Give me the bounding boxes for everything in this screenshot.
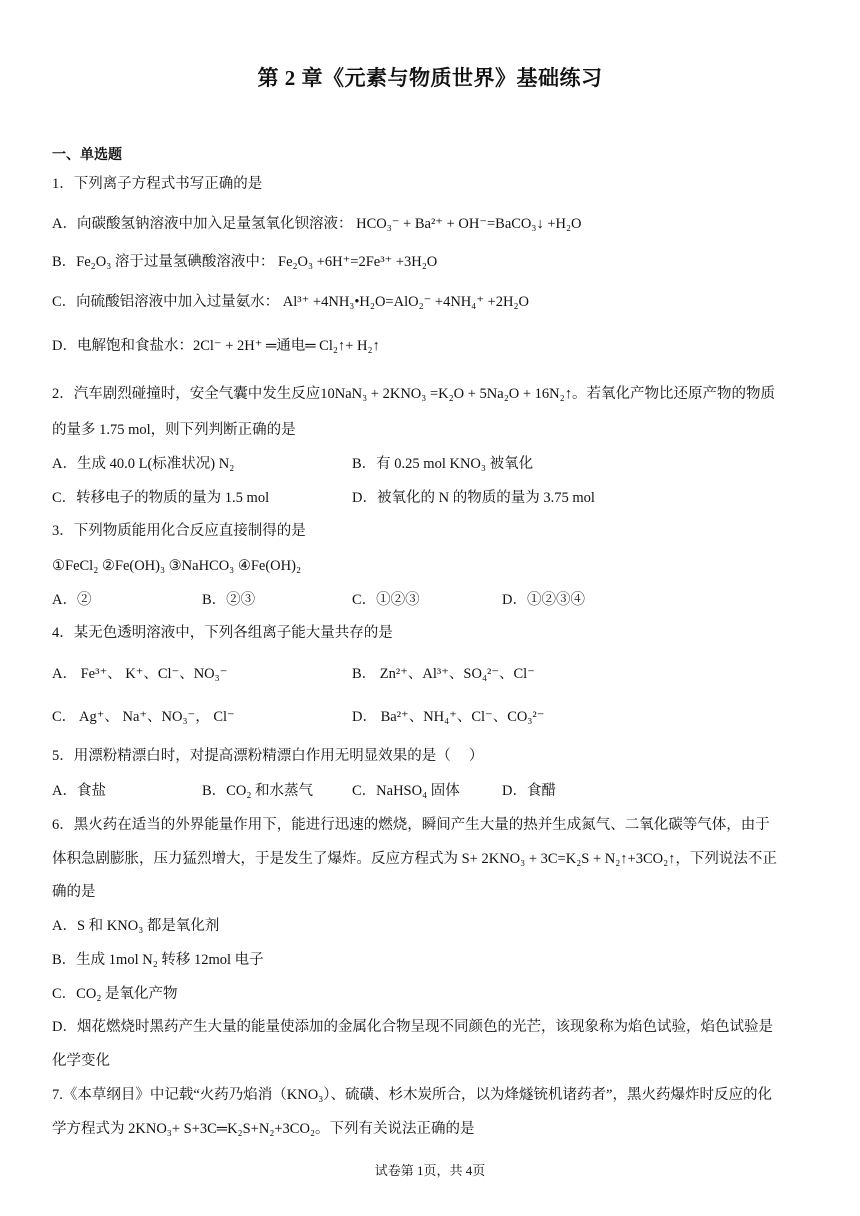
q2-stem-line1: 2．汽车剧烈碰撞时，安全气囊中发生反应10NaN₃ + 2KNO₃ =K₂O + 5Na₂O + 16N₂↑。若氧化产物比还原产物的物质 [52,386,775,402]
q4-option-d: D． Ba²⁺、NH₄⁺、Cl⁻、CO₃²⁻ [352,709,545,725]
q2-option-c: C．转移电子的物质的量为 1.5 mol [52,490,270,506]
q5-option-a: A．食盐 [52,783,106,799]
q2-stem-line2: 的量多 1.75 mol，则下列判断正确的是 [52,422,296,438]
q5-option-b: B．CO₂ 和水蒸气 [202,783,313,799]
q7-stem-line1: 7.《本草纲目》中记载“火药乃焰消（KNO₃）、硫磺、杉木炭所合，以为烽燧铳机诸药者”，黑火药爆炸时反应的化 [52,1087,772,1103]
q6-option-d-line1: D．烟花燃烧时黑药产生大量的能量使添加的金属化合物呈现不同颜色的光芒，该现象称为焰色试验，焰色试验是 [52,1019,773,1035]
q3-option-a: A．② [52,592,92,608]
q6-stem-line2: 体积急剧膨胀，压力猛烈增大，于是发生了爆炸。反应方程式为 S+ 2KNO₃ + 3C=K₂S + N₂↑+3CO₂↑，下列说法不正 [52,851,777,867]
q1-option-c: C．向硫酸铝溶液中加入过量氨水： Al³⁺ +4NH₃•H₂O=AlO₂⁻ +4NH₄⁺ +2H₂O [52,294,530,310]
q4-option-c: C． Ag⁺、 Na⁺、NO₃⁻， Cl⁻ [52,709,235,725]
q1-stem: 1．下列离子方程式书写正确的是 [52,176,263,192]
q4-stem: 4．某无色透明溶液中，下列各组离子能大量共存的是 [52,625,393,641]
q3-option-b: B．②③ [202,592,256,608]
section-heading: 一、单选题 [52,148,122,163]
q3-stem: 3．下列物质能用化合反应直接制得的是 [52,523,306,539]
q6-stem-line3: 确的是 [52,884,96,900]
page-title: 第 2 章《元素与物质世界》基础练习 [257,66,603,90]
q4-option-b: B． Zn²⁺、Al³⁺、SO₄²⁻、Cl⁻ [352,666,535,682]
page-footer: 试卷第 1页，共 4页 [374,1163,486,1178]
q2-option-d: D．被氧化的 N 的物质的量为 3.75 mol [352,490,595,506]
q2-option-b: B．有 0.25 mol KNO₃ 被氧化 [352,456,534,472]
q6-option-a: A．S 和 KNO₃ 都是氧化剂 [52,918,220,934]
q3-option-d: D．①②③④ [502,592,585,608]
q1-option-d: D．电解饱和食盐水：2Cl⁻ + 2H⁺ ═通电═ Cl₂↑+ H₂↑ [52,338,380,354]
q5-option-d: D．食醋 [502,783,556,799]
q6-option-d-line2: 化学变化 [52,1053,110,1069]
q5-option-c: C．NaHSO₄ 固体 [352,783,460,799]
q7-stem-line2: 学方程式为 2KNO₃+ S+3C═K₂S+N₂+3CO₂。下列有关说法正确的是 [52,1121,475,1137]
q2-option-a: A．生成 40.0 L(标准状况) N₂ [52,456,235,472]
q3-items: ①FeCl₂ ②Fe(OH)₃ ③NaHCO₃ ④Fe(OH)₂ [52,558,302,574]
q6-option-b: B．生成 1mol N₂ 转移 12mol 电子 [52,952,264,968]
q3-option-c: C．①②③ [352,592,420,608]
q1-option-a: A．向碳酸氢钠溶液中加入足量氢氧化钡溶液： HCO₃⁻ + Ba²⁺ + OH⁻=BaCO₃↓ +H₂O [52,216,582,232]
q4-option-a: A． Fe³⁺、 K⁺、Cl⁻、NO₃⁻ [52,666,228,682]
q5-stem: 5．用漂粉精漂白时，对提高漂粉精漂白作用无明显效果的是（ ） [52,748,484,764]
q6-option-c: C．CO₂ 是氧化产物 [52,986,178,1002]
q6-stem-line1: 6．黑火药在适当的外界能量作用下，能进行迅速的燃烧，瞬间产生大量的热并生成氮气、二氧化碳等气体，由于 [52,817,770,833]
q1-option-b: B．Fe₂O₃ 溶于过量氢碘酸溶液中： Fe₂O₃ +6H⁺=2Fe³⁺ +3H₂O [52,254,438,270]
